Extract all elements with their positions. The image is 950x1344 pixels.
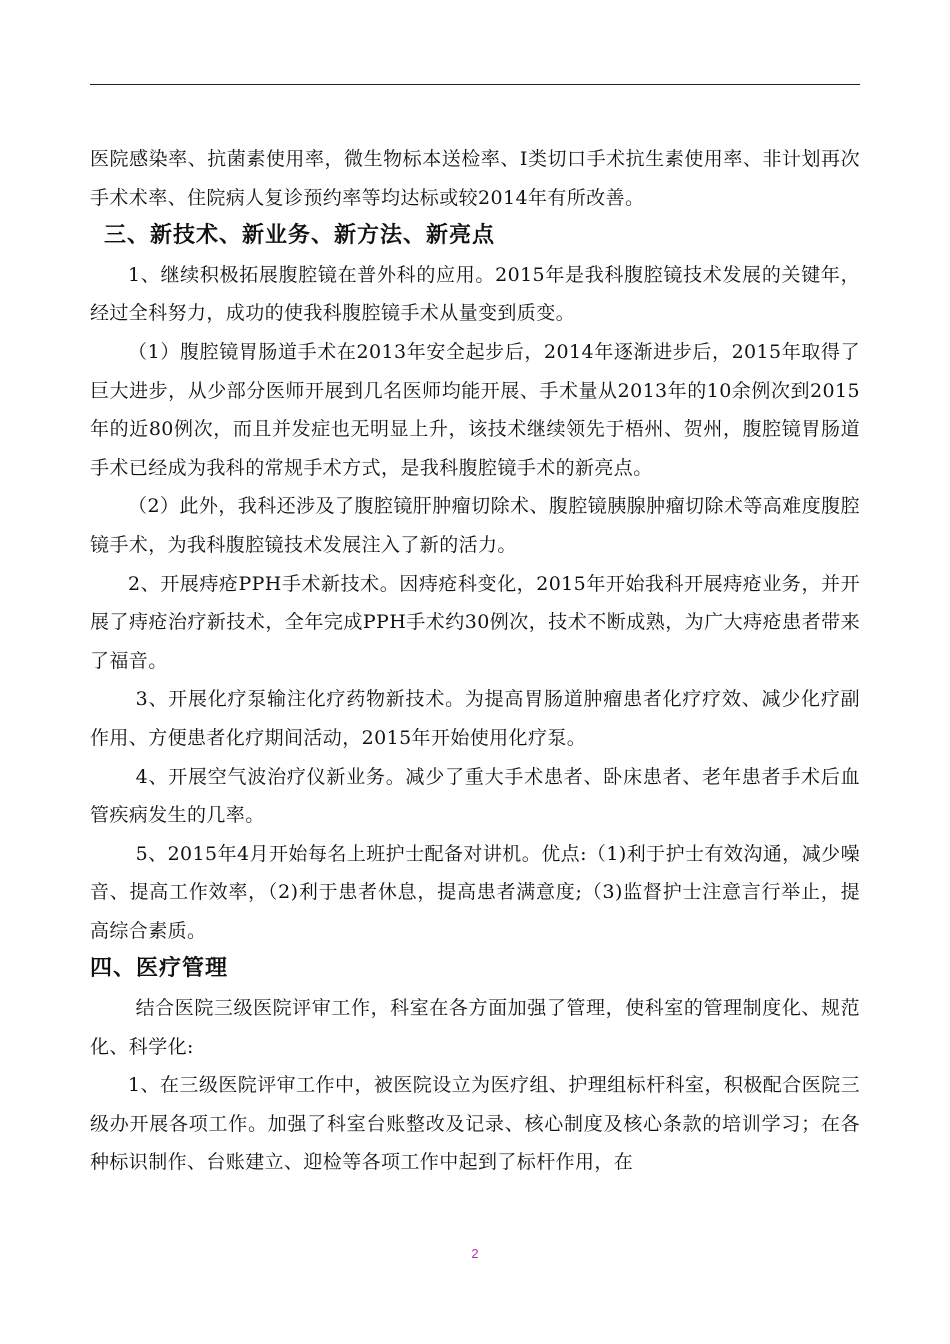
page-number: 2 [471, 1246, 479, 1261]
heading-section-3: 三、新技术、新业务、新方法、新亮点 [104, 223, 496, 249]
document-body [90, 140, 860, 1182]
paragraph-air-wave: 4、开展空气波治疗仪新业务。减少了重大手术患者、卧床患者、老年患者手术后血管疾病发生的几率。 [90, 765, 860, 827]
paragraph-accreditation: 1、在三级医院评审工作中，被医院设立为医疗组、护理组标杆科室，积极配合医院三级办开展各项工作。加强了科室台账整改及记录、核心制度及核心条款的培训学习；在各种标识制作、台账建立、迎检等各项工作中起到了标杆作用，在 [90, 1074, 860, 1174]
paragraph-infection-rates: 医院感染率、抗菌素使用率，微生物标本送检率、I类切口手术抗生素使用率、非计划再次手术术率、住院病人复诊预约率等均达标或较2014年有所改善。 [90, 148, 860, 209]
paragraph-pph: 2、开展痔疮PPH手术新技术。因痔疮科变化，2015年开始我科开展痔疮业务，并开展了痔疮治疗新技术，全年完成PPH手术约30例次，技术不断成熟，为广大痔疮患者带来了福音。 [90, 572, 860, 672]
paragraph-management-intro: 结合医院三级医院评审工作，科室在各方面加强了管理，使科室的管理制度化、规范化、科学化: [90, 997, 860, 1058]
paragraph-chemo-pump: 3、开展化疗泵输注化疗药物新技术。为提高胃肠道肿瘤患者化疗疗效、减少化疗副作用、方便患者化疗期间活动，2015年开始使用化疗泵。 [90, 688, 860, 749]
header-rule [90, 84, 860, 85]
paragraph-walkie-talkie: 5、2015年4月开始每名上班护士配备对讲机。优点:（1)利于护士有效沟通，减少噪音、提高工作效率，（2)利于患者休息，提高患者满意度;（3)监督护士注意言行举止，提高综合素质。 [90, 842, 860, 942]
paragraph-laparoscopy-gi: （1）腹腔镜胃肠道手术在2013年安全起步后，2014年逐渐进步后，2015年取得了巨大进步，从少部分医师开展到几名医师均能开展、手术量从2013年的10余例次到2015年的近80例次，而且并发症也无明显上升，该技术继续领先于梧州、贺州，腹腔镜胃肠道手术已经成为我科的常规手术方式，是我科腹腔镜手术的新亮点。 [90, 340, 860, 479]
paragraph-laparoscopy-advanced: （2）此外，我科还涉及了腹腔镜肝肿瘤切除术、腹腔镜胰腺肿瘤切除术等高难度腹腔镜手术，为我科腹腔镜技术发展注入了新的活力。 [90, 495, 860, 556]
paragraph-laparoscopy: 1、继续积极拓展腹腔镜在普外科的应用。2015年是我科腹腔镜技术发展的关键年，经过全科努力，成功的使我科腹腔镜手术从量变到质变。 [90, 263, 860, 325]
heading-section-4: 四、医疗管理 [90, 956, 229, 982]
